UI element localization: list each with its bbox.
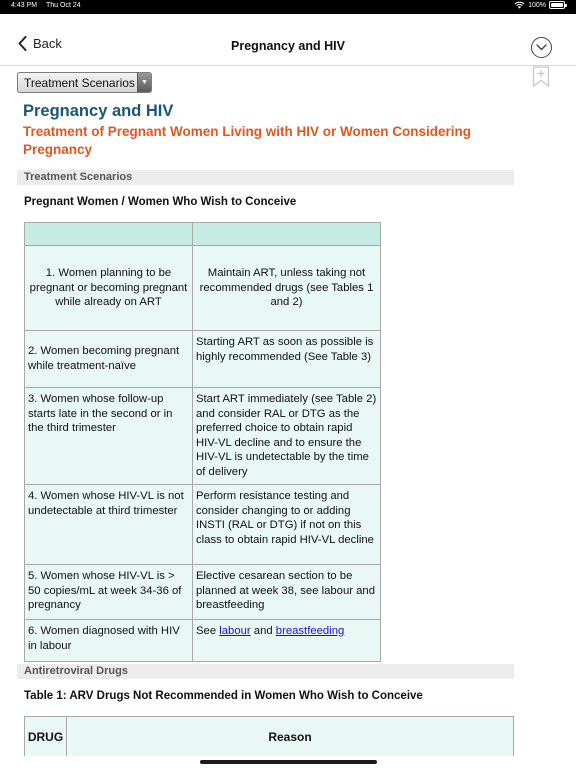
nav-bar xyxy=(0,14,576,66)
section-header-scenarios: Treatment Scenarios xyxy=(17,170,514,185)
battery-fill xyxy=(551,3,563,7)
labour-link[interactable]: labour xyxy=(219,625,251,637)
action-cell: Starting ART as soon as possible is highly recommended (See Table 3) xyxy=(193,331,381,388)
status-right xyxy=(514,1,565,9)
situation-cell: 5. Women whose HIV-VL is > 50 copies/mL at week 34-36 of pregnancy xyxy=(25,565,193,620)
table-row xyxy=(25,246,381,331)
wifi-icon xyxy=(514,1,525,9)
status-date: Thu Oct 24 xyxy=(46,2,81,9)
action-text: See xyxy=(196,625,220,637)
situation-cell: 1. Women planning to be pregnant or becoming pregnant while already on ART xyxy=(25,246,193,331)
action-text: and xyxy=(250,625,276,637)
table-header-row xyxy=(25,223,381,246)
table-row xyxy=(25,485,381,565)
page-title: Pregnancy and HIV xyxy=(23,102,174,120)
table-header-row xyxy=(25,717,514,757)
breastfeeding-link[interactable]: breastfeeding xyxy=(275,625,345,637)
section-header-drugs: Antiretroviral Drugs xyxy=(17,664,514,679)
bookmark-icon[interactable] xyxy=(532,66,550,88)
drug-table xyxy=(24,716,514,756)
content-area xyxy=(0,66,576,756)
scenario-select-value: Treatment Scenarios xyxy=(24,75,135,90)
table-row xyxy=(25,331,381,388)
dropdown-arrow-icon: ▼ xyxy=(137,73,151,92)
action-cell: Maintain ART, unless taking not recommended drugs (see Tables 1 and 2) xyxy=(193,246,381,331)
scenarios-subhead: Pregnant Women / Women Who Wish to Conceive xyxy=(24,196,297,208)
reason-column-header: Reason xyxy=(67,717,514,757)
back-label: Back xyxy=(33,36,62,51)
chevron-down-icon xyxy=(536,44,547,51)
table-row xyxy=(25,388,381,485)
battery-percent: 100% xyxy=(528,1,546,9)
situation-cell: 3. Women whose follow-up starts late in the second or in the third trimester xyxy=(25,388,193,485)
page-subtitle: Treatment of Pregnant Women Living with HIV or Women Considering Pregnancy xyxy=(23,124,472,157)
nav-title: Pregnancy and HIV xyxy=(231,39,345,53)
situation-cell: 2. Women becoming pregnant while treatment-naïve xyxy=(25,331,193,388)
action-cell: Elective cesarean section to be planned at week 38, see labour and breastfeeding xyxy=(193,565,381,620)
table-row xyxy=(25,565,381,620)
drug-column-header: DRUG xyxy=(25,717,67,757)
action-cell: Perform resistance testing and consider changing to or adding INSTI (RAL or DTG) if not on this class to obtain rapid HIV-VL decline xyxy=(193,485,381,565)
scenario-select[interactable] xyxy=(17,72,152,93)
status-time: 4:43 PM xyxy=(11,2,38,9)
home-indicator[interactable] xyxy=(200,760,377,764)
table-header-cell xyxy=(193,223,381,246)
bottom-area xyxy=(0,756,576,768)
status-bar xyxy=(0,0,576,14)
action-cell xyxy=(193,620,381,662)
drugs-subhead: Table 1: ARV Drugs Not Recommended in Women Who Wish to Conceive xyxy=(24,690,423,702)
situation-cell: 6. Women diagnosed with HIV in labour xyxy=(25,620,193,662)
battery-icon xyxy=(549,1,565,9)
action-cell: Start ART immediately (see Table 2) and consider RAL or DTG as the preferred choice to obtain rapid HIV-VL decline and to ensure the HIV-VL is undetectable by the time of delivery xyxy=(193,388,381,485)
menu-button[interactable] xyxy=(531,37,552,58)
table-header-cell xyxy=(25,223,193,246)
situation-cell: 4. Women whose HIV-VL is not undetectable at third trimester xyxy=(25,485,193,565)
table-row xyxy=(25,620,381,662)
scenarios-table xyxy=(24,222,381,662)
